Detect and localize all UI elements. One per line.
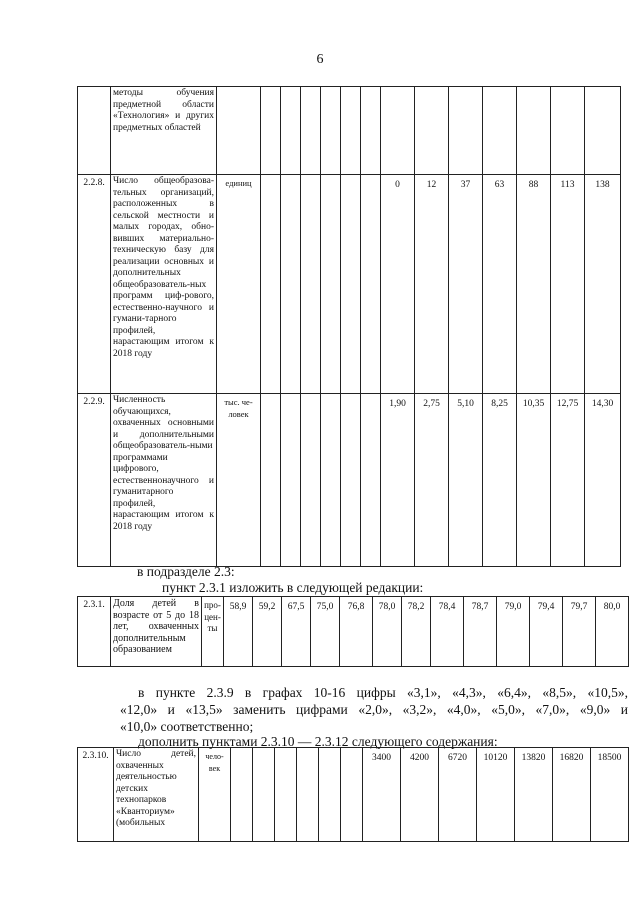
value-cell: 6720 (439, 748, 477, 842)
row-code (78, 87, 111, 175)
amendment-paragraph (120, 684, 628, 735)
row-name: Численность обучающихся, охваченных основными и дополнительными общеобразователь-ными программами цифрового, естественнонаучного и гуманитарного профилей, нарастающим итогом к 2018 году (111, 394, 217, 567)
row-unit (217, 87, 261, 175)
value-cell: 13820 (515, 748, 553, 842)
value-cell: 67,5 (282, 597, 311, 667)
value-cell (517, 87, 551, 175)
paragraph-line: «10,0» соответственно; (120, 719, 254, 734)
value-cell: 76,8 (340, 597, 373, 667)
table-row (78, 748, 629, 842)
page-number: 6 (316, 52, 324, 67)
value-cell: 1,90 (381, 394, 415, 567)
paragraph-line: в пункте 2.3.9 в графах 10-16 цифры «3,1», «4,3», «6,4», «8,5», «10,5», (138, 685, 628, 700)
value-cell: 12,75 (551, 394, 585, 567)
indicator-table-2-3-1 (77, 596, 629, 667)
value-cell (483, 87, 517, 175)
table-row (78, 175, 621, 394)
value-cell: 79,0 (497, 597, 530, 667)
value-cell (551, 87, 585, 175)
row-name: Доля детей в возрасте от 5 до 18 лет, охваченных дополнительным образованием (111, 597, 202, 667)
indicators-table-2-2 (77, 86, 621, 567)
paragraph-line: «12,0» и «13,5» заменить цифрами «2,0», «3,2», «4,0», «5,0», «7,0», «9,0» и (120, 702, 628, 717)
value-cell (415, 87, 449, 175)
value-cell: 2,75 (415, 394, 449, 567)
amendment-text: дополнить пунктами 2.3.10 — 2.3.12 следующего содержания: (138, 734, 498, 749)
amendment-text: пункт 2.3.1 изложить в следующей редакции: (162, 580, 424, 595)
value-cell: 4200 (401, 748, 439, 842)
row-unit: про-цен-ты (202, 597, 224, 667)
value-cell (585, 87, 621, 175)
value-cell: 14,30 (585, 394, 621, 567)
value-cell: 88 (517, 175, 551, 394)
value-cell (449, 87, 483, 175)
value-cell: 8,25 (483, 394, 517, 567)
value-cell: 78,2 (402, 597, 431, 667)
value-cell: 10,35 (517, 394, 551, 567)
value-cell: 80,0 (596, 597, 629, 667)
row-name: Число общеобразова-тельных организаций, расположенных в сельской местности и малых городах, обно-вивших материально-техническую базу для реализации основных и дополнительных общеобразователь-ных программ циф-рового, естественно-научного и гумани-тарного профилей, нарастающим итогом к 2018 году (111, 175, 217, 394)
row-unit: тыс. че-ловек (217, 394, 261, 567)
value-cell: 59,2 (253, 597, 282, 667)
value-cell: 58,9 (224, 597, 253, 667)
indicator-table-2-3-10 (77, 747, 629, 842)
row-name: методы обучения предметной области «Технология» и других предметных областей (111, 87, 217, 175)
value-cell: 138 (585, 175, 621, 394)
row-unit: чело-век (199, 748, 231, 842)
row-code: 2.2.9. (78, 394, 111, 567)
value-cell: 113 (551, 175, 585, 394)
value-cell: 3400 (363, 748, 401, 842)
table-row (78, 394, 621, 567)
value-cell: 10120 (477, 748, 515, 842)
row-code: 2.3.10. (78, 748, 114, 842)
value-cell: 12 (415, 175, 449, 394)
value-cell: 78,0 (373, 597, 402, 667)
value-cell: 75,0 (311, 597, 340, 667)
section-heading: в подразделе 2.3: (137, 564, 235, 579)
value-cell: 79,7 (563, 597, 596, 667)
value-cell: 37 (449, 175, 483, 394)
table-row (78, 597, 629, 667)
value-cell: 79,4 (530, 597, 563, 667)
row-code: 2.2.8. (78, 175, 111, 394)
value-cell (381, 87, 415, 175)
row-unit: единиц (217, 175, 261, 394)
value-cell: 0 (381, 175, 415, 394)
value-cell: 16820 (553, 748, 591, 842)
value-cell: 63 (483, 175, 517, 394)
value-cell: 18500 (591, 748, 629, 842)
value-cell: 5,10 (449, 394, 483, 567)
row-code: 2.3.1. (78, 597, 111, 667)
value-cell: 78,4 (431, 597, 464, 667)
value-cell: 78,7 (464, 597, 497, 667)
table-row (78, 87, 621, 175)
row-name: Число детей, охваченных деятельностью детских технопарков «Кванториум» (мобильных (114, 748, 199, 842)
